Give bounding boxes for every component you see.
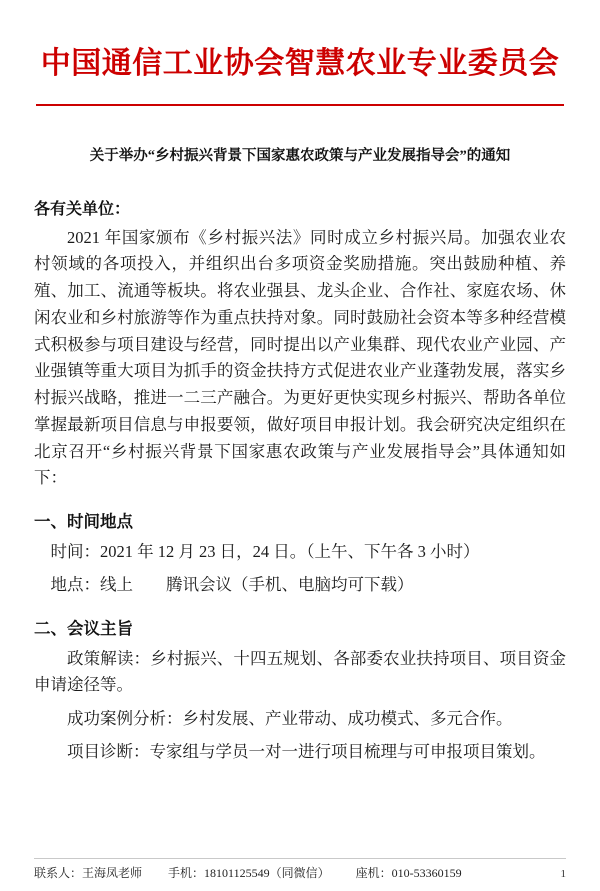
- footer-mobile-label: 手机：: [168, 866, 205, 880]
- section-line-cases: 成功案例分析：乡村发展、产业带动、成功模式、多元合作。: [67, 708, 513, 728]
- footer-contact-row: [34, 864, 566, 881]
- footer-tel: [356, 864, 462, 881]
- footer-divider: [34, 858, 566, 859]
- footer-contact-label: 联系人：: [34, 866, 83, 880]
- section-heading-time-place: 一、时间地点: [34, 511, 133, 531]
- main-paragraph: 2021 年国家颁布《乡村振兴法》同时成立乡村振兴局。加强农业农村领域的各项投入，并组织出台多项资金奖励措施。突出鼓励种植、养殖、加工、流通等板块。将农业强县、龙头企业、合作社、家庭农场、休闲农业和乡村旅游等作为重点扶持对象。同时鼓励社会资本等多种经营模式积极参与项目建设与经营，同时提出以产业集群、现代农业产业园、产业强镇等重大项目为抓手的资金扶持方式促进农业产业蓬勃发展，落实乡村振兴战略，推进一二三产融合。为更好更快实现乡村振兴、帮助各单位掌握最新项目信息与申报要领，做好项目申报计划。我会研究决定组织在北京召开“乡村振兴背景下国家惠农政策与产业发展指导会”具体通知如下：: [34, 227, 566, 488]
- salutation: 各有关单位：: [34, 200, 131, 218]
- footer-mobile: [168, 864, 330, 881]
- section-line-time: 时间：2021 年 12 月 23 日，24 日。（上午、下午各 3 小时）: [50, 541, 480, 561]
- footer-contact-name: 王海凤老师: [82, 866, 143, 880]
- document-title: 关于举办“乡村振兴背景下国家惠农政策与产业发展指导会”的通知: [89, 148, 511, 164]
- section-line-place: 地点：线上 腾讯会议（手机、电脑均可下载）: [50, 575, 414, 595]
- section-heading-agenda: 二、会议主旨: [34, 618, 133, 638]
- letterhead-divider: [36, 104, 564, 106]
- footer-tel-value: 010-53360159: [391, 866, 462, 880]
- page-footer: [34, 858, 566, 881]
- section-line-policy: 政策解读：乡村振兴、十四五规划、各部委农业扶持项目、项目资金申请途径等。: [34, 648, 566, 695]
- section-line-diagnosis: 项目诊断：专家组与学员一对一进行项目梳理与可申报项目策划。: [67, 741, 546, 761]
- footer-page-number: 1: [560, 868, 566, 880]
- footer-contact: [34, 864, 142, 881]
- footer-mobile-value: 18101125549（同微信）: [204, 866, 330, 880]
- letterhead-organization: 中国通信工业协会智慧农业专业委员会: [40, 47, 560, 80]
- footer-tel-label: 座机：: [355, 866, 392, 880]
